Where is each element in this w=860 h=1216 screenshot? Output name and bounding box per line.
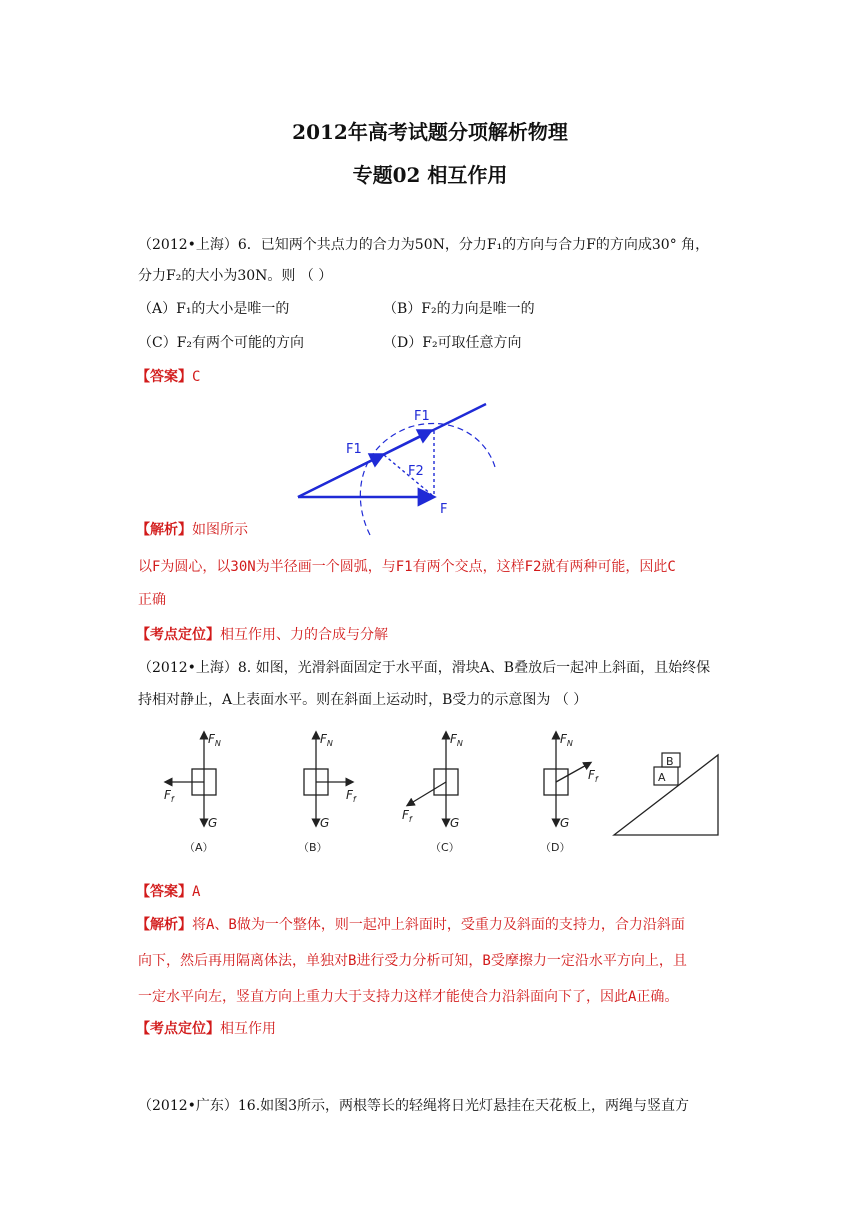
- svg-text:FN: $F_N$: [450, 732, 463, 748]
- label-f2: F2: [408, 464, 424, 479]
- caption-a: （A）: [184, 841, 214, 854]
- svg-text:G: G: [450, 816, 460, 830]
- q1-stem-line1: （2012•上海）6．已知两个共点力的合力为50N，分力F₁的方向与合力F的方向成30° 角，: [138, 237, 710, 253]
- radius-arc: [360, 423, 495, 535]
- diagram-d: [540, 732, 599, 854]
- q2-analysis-line3: 一定水平向左，竖直方向上重力大于支持力这样才能使合力沿斜面向下了，因此A正确。: [138, 989, 679, 1005]
- diagram-c: [402, 732, 463, 854]
- label-f: F: [440, 502, 448, 517]
- label-f1-left: F1: [346, 442, 362, 457]
- q1-option-c: （C）F₂有两个可能的方向: [138, 335, 305, 351]
- svg-text:Ff: $F_f$: [402, 808, 412, 824]
- q2-analysis-line1: 【解析】将A、B做为一个整体，则一起冲上斜面时，受重力及斜面的支持力，合力沿斜面: [136, 917, 685, 933]
- svg-text:FN: $F_N$: [320, 732, 333, 748]
- svg-text:Ff: $F_f$: [346, 788, 356, 804]
- incline-diagram: [614, 753, 718, 835]
- q1-explain-line1: 以F为圆心，以30N为半径画一个圆弧，与F1有两个交点，这样F2就有两种可能，因此C: [138, 559, 676, 575]
- q1-option-d: （D）F₂可取任意方向: [383, 335, 522, 351]
- caption-b: （B）: [298, 841, 328, 854]
- q2-stem-line2: 持相对静止，A上表面水平。则在斜面上运动时，B受力的示意图为 （ ）: [138, 692, 588, 708]
- svg-text:G: G: [320, 816, 330, 830]
- q1-point: 【考点定位】相互作用、力的合成与分解: [136, 627, 388, 643]
- q2-stem-line1: （2012•上海）8. 如图，光滑斜面固定于水平面，滑块A、B叠放后一起冲上斜面，且始终保: [138, 660, 711, 676]
- svg-text:Ff: $F_f$: [164, 788, 174, 804]
- label-f1-top: F1: [414, 409, 430, 424]
- q2-point: 【考点定位】相互作用: [136, 1021, 276, 1037]
- q2-answer: 【答案】A: [136, 884, 201, 900]
- q1-analysis: 【解析】如图所示: [136, 522, 248, 538]
- q1-explain-line2: 正确: [138, 592, 166, 608]
- diagram-b: [298, 732, 357, 854]
- block-b-label: B: [666, 755, 674, 768]
- diagram-a: [164, 732, 221, 854]
- q1-option-b: （B）F₂的力向是唯一的: [383, 301, 535, 317]
- svg-text:G: G: [560, 816, 570, 830]
- caption-c: （C）: [430, 841, 460, 854]
- q1-stem-line2: 分力F₂的大小为30N。则 （ ）: [138, 268, 333, 284]
- q1-answer: 【答案】C: [136, 369, 201, 385]
- q1-option-a: （A）F₁的大小是唯一的: [138, 301, 290, 317]
- svg-text:FN: $F_N$: [208, 732, 221, 748]
- document-subtitle: 专题02 相互作用: [352, 163, 508, 187]
- svg-text:G: G: [208, 816, 218, 830]
- q3-stem-line1: （2012•广东）16.如图3所示，两根等长的轻绳将日光灯悬挂在天花板上，两绳与竖直方: [138, 1098, 690, 1114]
- q2-force-diagrams: [150, 725, 730, 860]
- svg-text:FN: $F_N$: [560, 732, 573, 748]
- q2-analysis-line2: 向下，然后再用隔离体法，单独对B进行受力分析可知，B受摩擦力一定沿水平方向上，且: [138, 953, 687, 969]
- caption-d: （D）: [540, 841, 571, 854]
- q1-force-diagram: [290, 395, 510, 540]
- block-a-label: A: [658, 771, 666, 784]
- document-title: 2012年高考试题分项解析物理: [292, 120, 568, 144]
- svg-text:Ff: $F_f$: [588, 768, 598, 784]
